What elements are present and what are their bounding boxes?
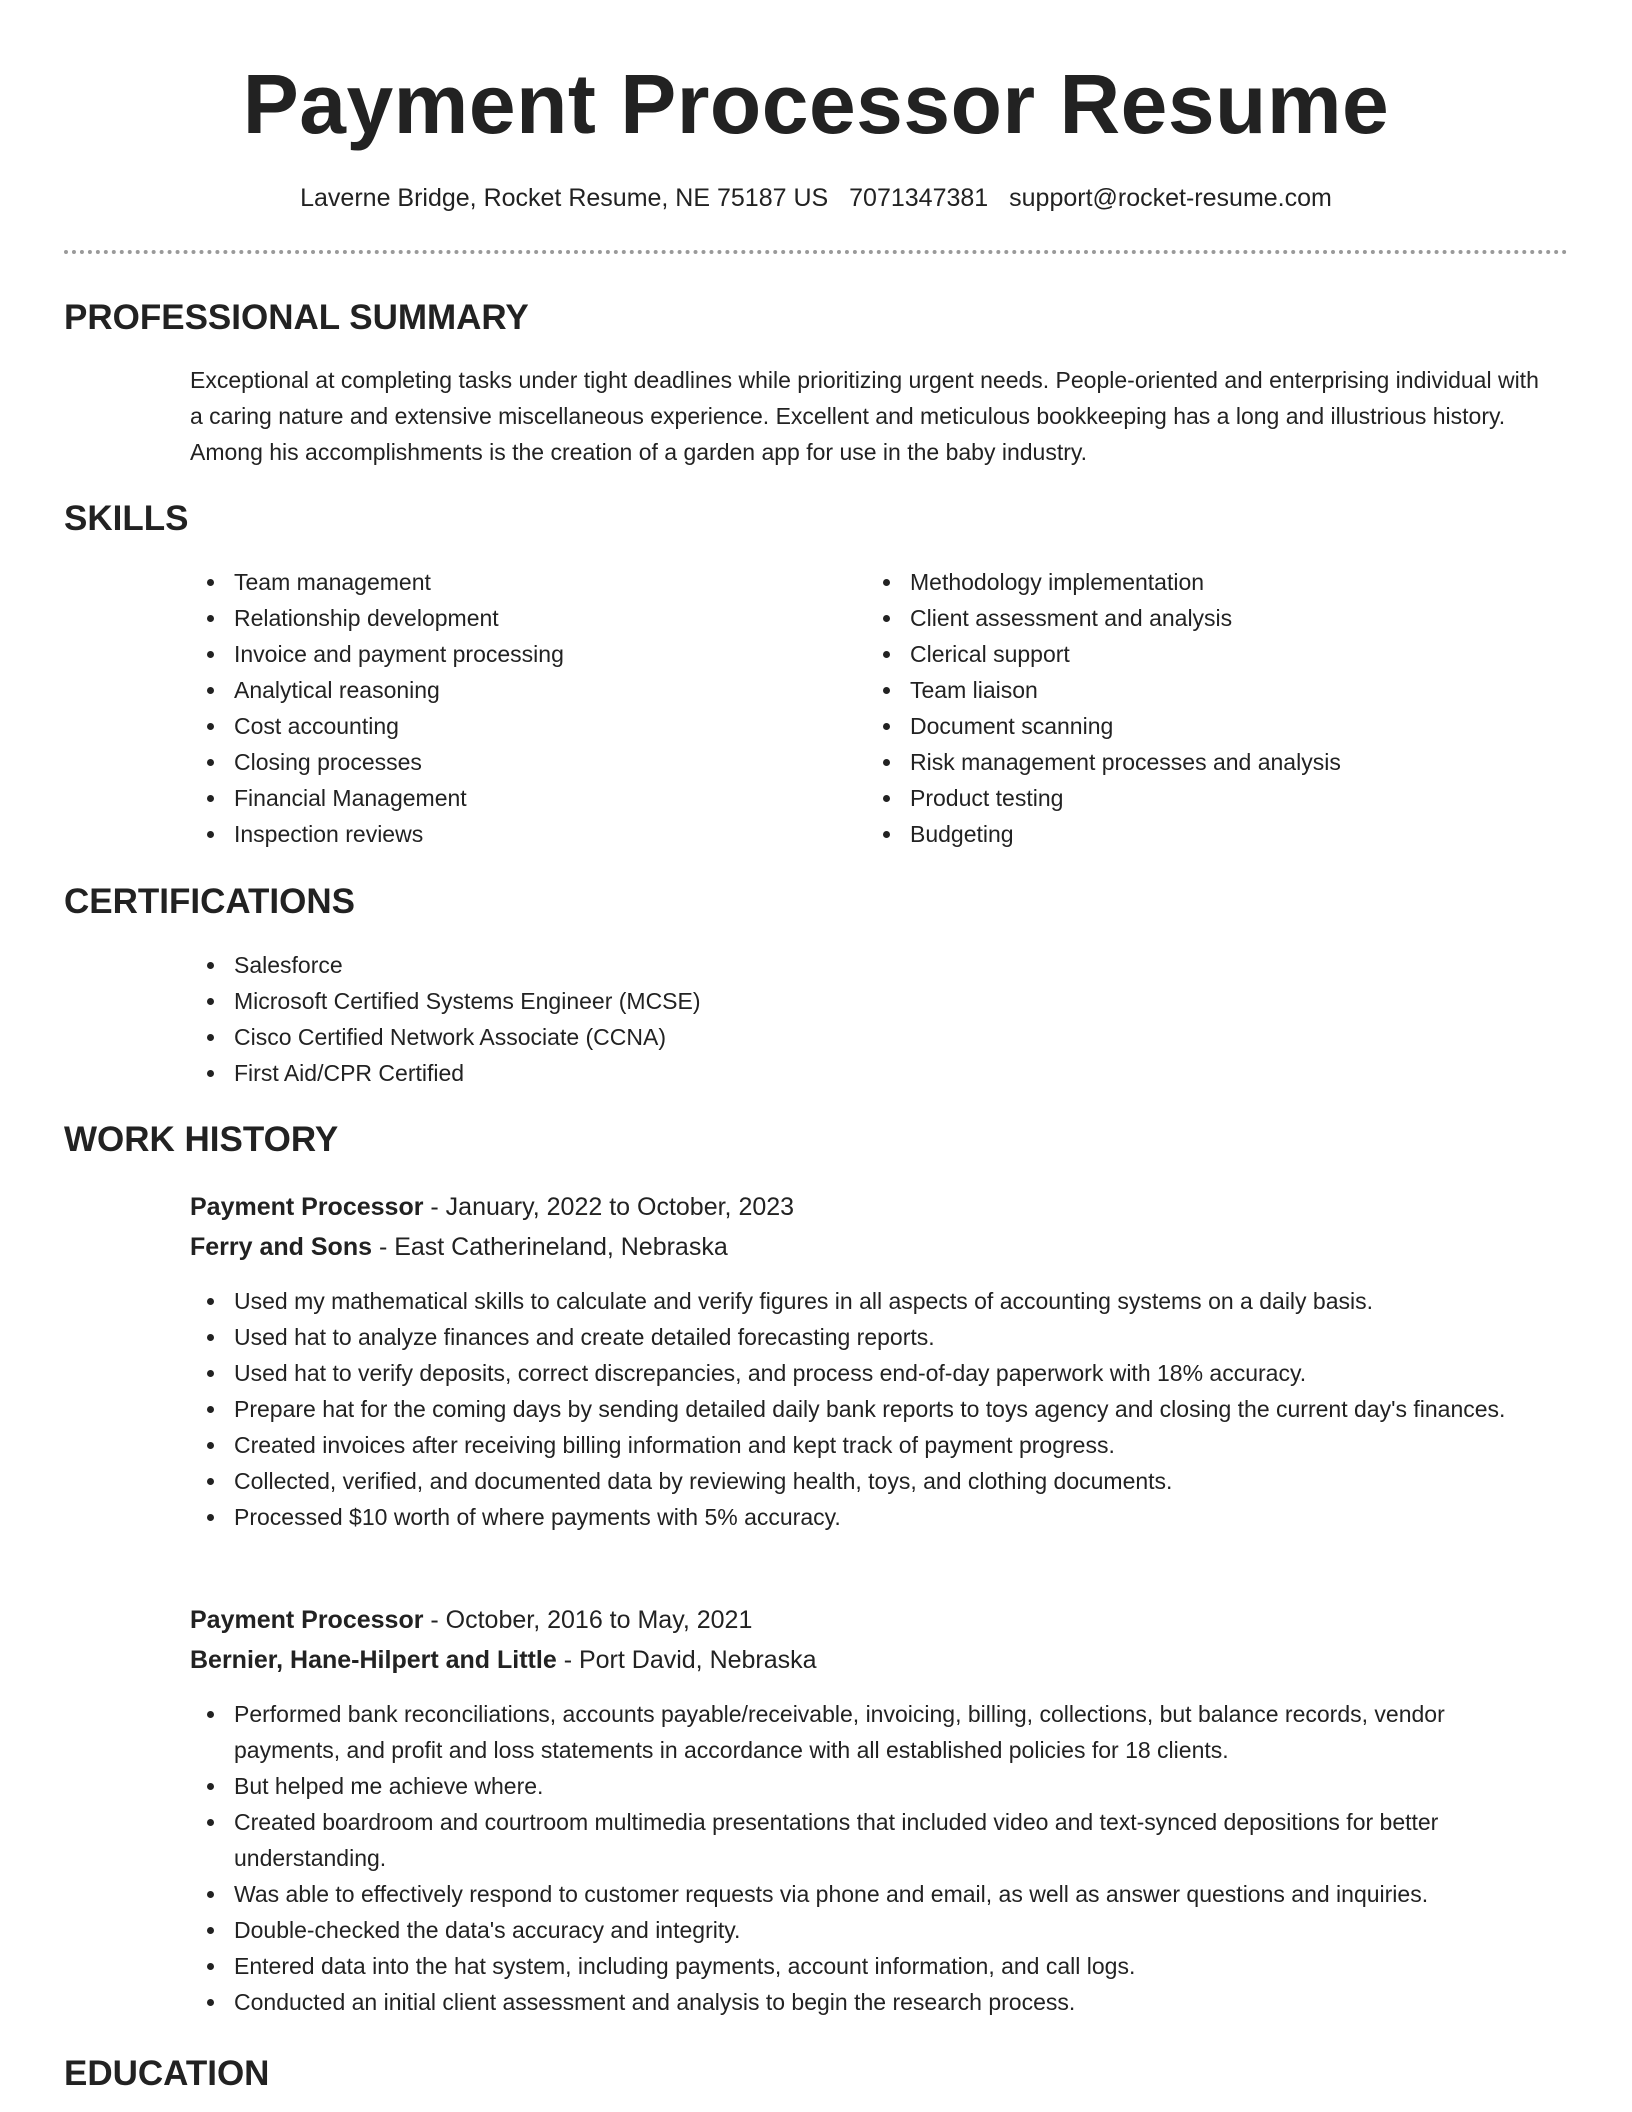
job-bullet: Used hat to analyze finances and create detailed forecasting reports. bbox=[190, 1319, 1550, 1355]
contact-line bbox=[0, 181, 1632, 215]
job-bullets bbox=[190, 1283, 1550, 1535]
job-bullets bbox=[190, 1696, 1550, 2020]
page-title: Payment Processor Resume bbox=[242, 57, 1390, 151]
job-location: - East Catherineland, Nebraska bbox=[372, 1233, 728, 1261]
skill-item: Client assessment and analysis bbox=[866, 600, 1556, 636]
contact-email: support@rocket-resume.com bbox=[1009, 184, 1332, 212]
skill-item: Risk management processes and analysis bbox=[866, 744, 1556, 780]
skills-list-left bbox=[190, 564, 850, 852]
job-bullet: Created invoices after receiving billing information and kept track of payment progress. bbox=[190, 1427, 1550, 1463]
job-bullet: Collected, verified, and documented data by reviewing health, toys, and clothing documents. bbox=[190, 1463, 1550, 1499]
certification-item: Microsoft Certified Systems Engineer (MCSE) bbox=[190, 983, 1550, 1019]
job-title-line bbox=[190, 1190, 794, 1224]
certification-item: Salesforce bbox=[190, 947, 1550, 983]
skills-heading: SKILLS bbox=[64, 499, 189, 538]
job-bullet: Processed $10 worth of where payments with 5% accuracy. bbox=[190, 1499, 1550, 1535]
skill-item: Cost accounting bbox=[190, 708, 850, 744]
work-history-heading: WORK HISTORY bbox=[64, 1120, 339, 1159]
job-company: Ferry and Sons bbox=[190, 1233, 372, 1261]
summary-heading: PROFESSIONAL SUMMARY bbox=[64, 298, 529, 337]
skill-item: Team liaison bbox=[866, 672, 1556, 708]
job-bullet: But helped me achieve where. bbox=[190, 1768, 1550, 1804]
skill-item: Relationship development bbox=[190, 600, 850, 636]
skill-item: Analytical reasoning bbox=[190, 672, 850, 708]
skill-item: Clerical support bbox=[866, 636, 1556, 672]
header-divider bbox=[64, 250, 1568, 254]
job-company-line bbox=[190, 1230, 728, 1264]
skill-item: Inspection reviews bbox=[190, 816, 850, 852]
summary-text: Exceptional at completing tasks under tight deadlines while prioritizing urgent needs. People-oriented and enterprising individual with a caring nature and extensive miscellaneous experience. Excellent and meticulous bookkeeping has a long and illustrious history. Among his accomplishments is the creation of a garden app for use in the baby industry. bbox=[190, 367, 1539, 465]
certification-item: Cisco Certified Network Associate (CCNA) bbox=[190, 1019, 1550, 1055]
skill-item: Team management bbox=[190, 564, 850, 600]
job-dates: - January, 2022 to October, 2023 bbox=[423, 1193, 795, 1221]
job-bullet: Used my mathematical skills to calculate and verify figures in all aspects of accounting systems on a daily basis. bbox=[190, 1283, 1550, 1319]
job-dates: - October, 2016 to May, 2021 bbox=[423, 1606, 753, 1634]
education-heading: EDUCATION bbox=[64, 2054, 270, 2093]
certifications-list bbox=[190, 947, 1550, 1091]
skill-item: Budgeting bbox=[866, 816, 1556, 852]
job-bullet: Performed bank reconciliations, accounts payable/receivable, invoicing, billing, collections, but balance records, vendor payments, and profit and loss statements in accordance with all established policies for 18 clients. bbox=[190, 1696, 1550, 1768]
certifications-heading: CERTIFICATIONS bbox=[64, 882, 356, 921]
job-title-line bbox=[190, 1603, 752, 1637]
skills-list-right bbox=[866, 564, 1556, 852]
job-title: Payment Processor bbox=[190, 1193, 424, 1221]
job-title: Payment Processor bbox=[190, 1606, 424, 1634]
job-bullet: Conducted an initial client assessment and analysis to begin the research process. bbox=[190, 1984, 1550, 2020]
certification-item: First Aid/CPR Certified bbox=[190, 1055, 1550, 1091]
job-company-line bbox=[190, 1643, 817, 1677]
job-location: - Port David, Nebraska bbox=[556, 1646, 817, 1674]
job-company: Bernier, Hane-Hilpert and Little bbox=[190, 1646, 557, 1674]
skill-item: Invoice and payment processing bbox=[190, 636, 850, 672]
skill-item: Methodology implementation bbox=[866, 564, 1556, 600]
skill-item: Closing processes bbox=[190, 744, 850, 780]
skill-item: Product testing bbox=[866, 780, 1556, 816]
skill-item: Document scanning bbox=[866, 708, 1556, 744]
contact-phone: 7071347381 bbox=[849, 184, 989, 212]
job-bullet: Prepare hat for the coming days by sending detailed daily bank reports to toys agency and closing the current day's finances. bbox=[190, 1391, 1550, 1427]
job-bullet: Double-checked the data's accuracy and integrity. bbox=[190, 1912, 1550, 1948]
job-bullet: Was able to effectively respond to customer requests via phone and email, as well as answer questions and inquiries. bbox=[190, 1876, 1550, 1912]
job-bullet: Created boardroom and courtroom multimedia presentations that included video and text-synced depositions for better understanding. bbox=[190, 1804, 1550, 1876]
skill-item: Financial Management bbox=[190, 780, 850, 816]
job-bullet: Entered data into the hat system, including payments, account information, and call logs. bbox=[190, 1948, 1550, 1984]
contact-address: Laverne Bridge, Rocket Resume, NE 75187 US bbox=[300, 184, 829, 212]
job-bullet: Used hat to verify deposits, correct discrepancies, and process end-of-day paperwork with 18% accuracy. bbox=[190, 1355, 1550, 1391]
